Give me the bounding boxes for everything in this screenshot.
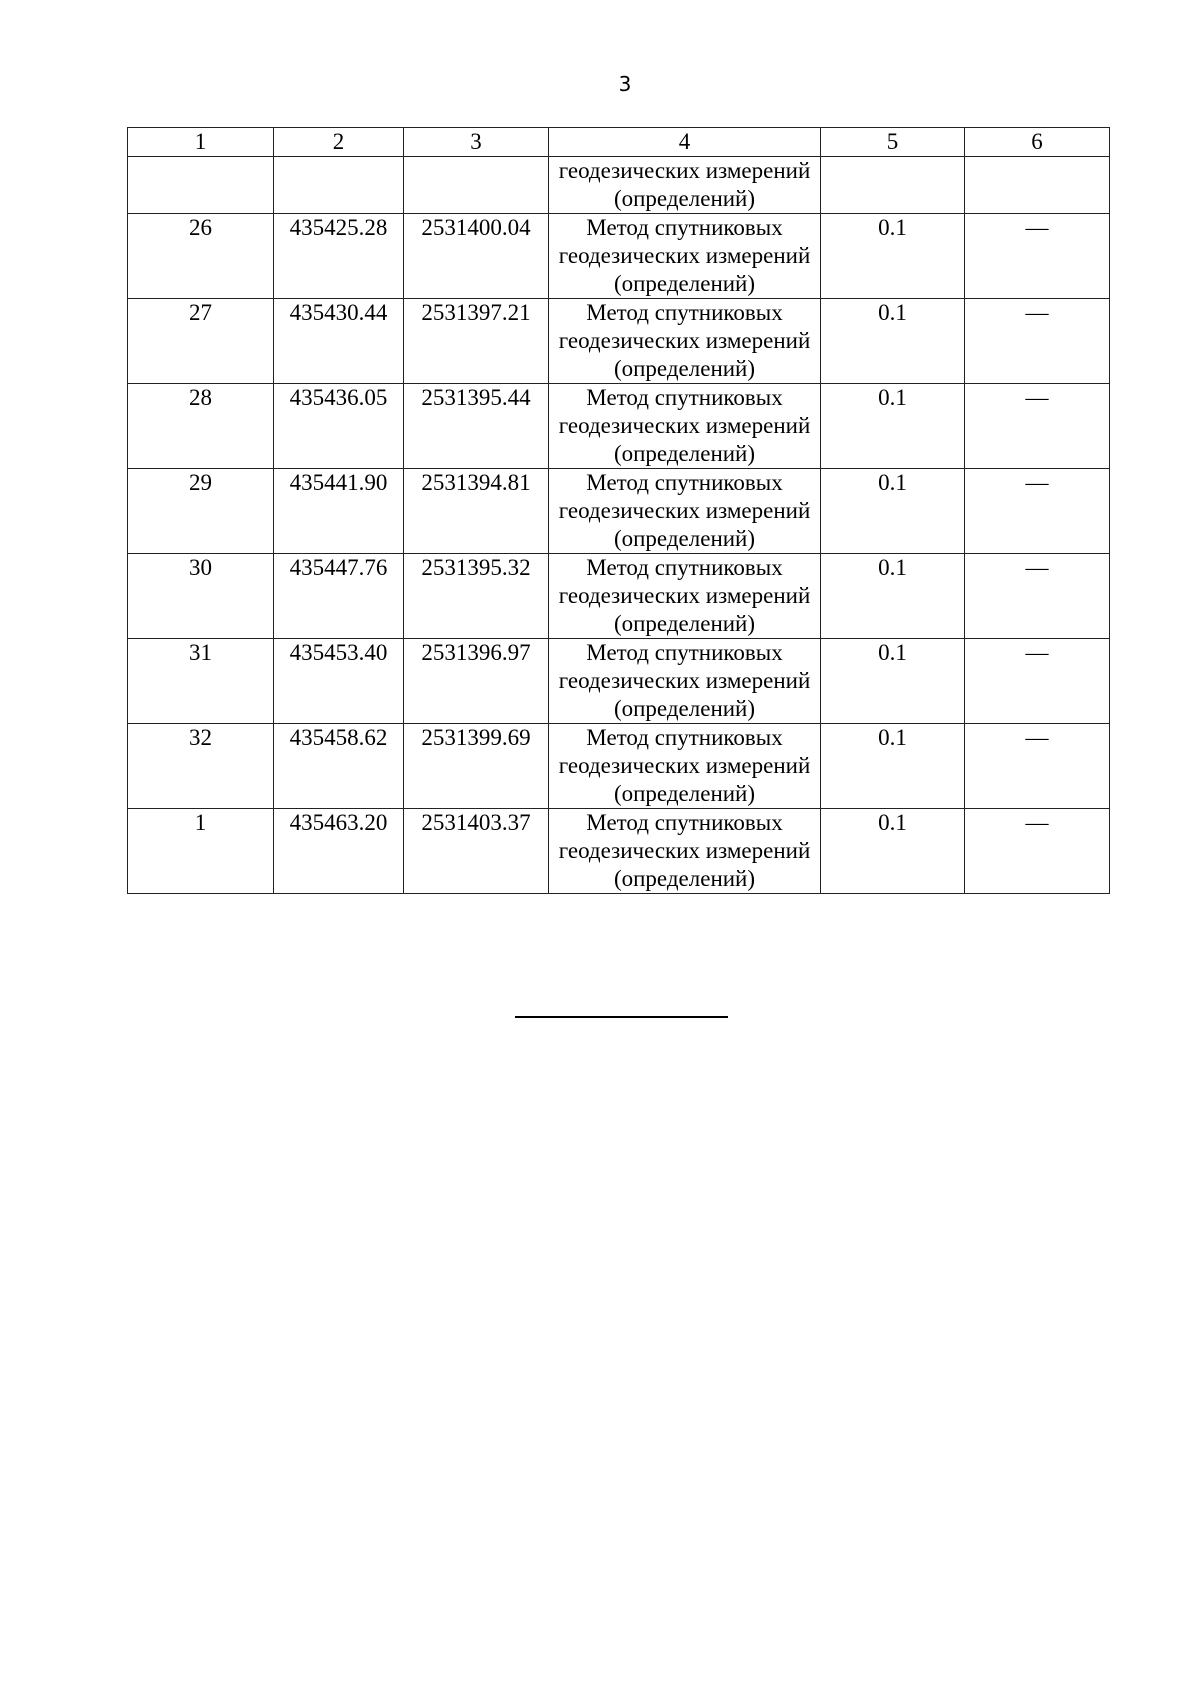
- x-coordinate-cell: 435430.44: [274, 299, 404, 384]
- point-number-cell: 31: [128, 639, 274, 724]
- method-line: геодезических измерений: [558, 583, 811, 608]
- method-cell: [549, 554, 821, 639]
- accuracy-cell: 0.1: [821, 554, 965, 639]
- accuracy-cell: 0.1: [821, 639, 965, 724]
- note-cell: —: [965, 724, 1110, 809]
- note-cell: —: [965, 299, 1110, 384]
- method-cell: [549, 724, 821, 809]
- method-cell: [549, 639, 821, 724]
- method-line: геодезических измерений: [558, 753, 811, 778]
- method-line: (определений): [613, 271, 756, 296]
- table-row: [128, 214, 1110, 299]
- accuracy-cell: 0.1: [821, 469, 965, 554]
- y-coordinate-cell: 2531403.37: [404, 809, 549, 894]
- header-row: [128, 128, 1110, 157]
- method-line: (определений): [613, 781, 756, 806]
- method-line: Метод спутниковых: [586, 555, 783, 580]
- method-line: (определений): [613, 866, 756, 891]
- column-header: 3: [404, 128, 549, 157]
- column-header: 6: [965, 128, 1110, 157]
- y-coordinate-cell: 2531394.81: [404, 469, 549, 554]
- note-cell: —: [965, 384, 1110, 469]
- coordinates-table: [127, 127, 1110, 894]
- y-coordinate-cell: 2531397.21: [404, 299, 549, 384]
- accuracy-cell: 0.1: [821, 299, 965, 384]
- end-separator-line: [515, 1016, 728, 1018]
- empty-cell: [965, 157, 1110, 214]
- method-line: геодезических измерений: [558, 498, 811, 523]
- note-cell: —: [965, 214, 1110, 299]
- point-number-cell: 28: [128, 384, 274, 469]
- x-coordinate-cell: 435436.05: [274, 384, 404, 469]
- method-line: Метод спутниковых: [586, 640, 783, 665]
- x-coordinate-cell: 435441.90: [274, 469, 404, 554]
- method-line: (определений): [613, 611, 756, 636]
- y-coordinate-cell: 2531395.44: [404, 384, 549, 469]
- table-row: [128, 639, 1110, 724]
- point-number-cell: 1: [128, 809, 274, 894]
- method-line: Метод спутниковых: [586, 300, 783, 325]
- method-line: геодезических измерений: [558, 838, 811, 863]
- x-coordinate-cell: 435447.76: [274, 554, 404, 639]
- method-cell: [549, 157, 821, 214]
- column-header: 5: [821, 128, 965, 157]
- note-cell: —: [965, 469, 1110, 554]
- point-number-cell: 27: [128, 299, 274, 384]
- table-body: [128, 128, 1110, 894]
- method-line: геодезических измерений: [558, 668, 811, 693]
- table-row: [128, 384, 1110, 469]
- column-header: 4: [549, 128, 821, 157]
- method-cell: [549, 809, 821, 894]
- method-line: геодезических измерений: [558, 328, 811, 353]
- y-coordinate-cell: 2531395.32: [404, 554, 549, 639]
- point-number-cell: 32: [128, 724, 274, 809]
- method-line: Метод спутниковых: [586, 215, 783, 240]
- method-line: Метод спутниковых: [586, 470, 783, 495]
- method-cell: [549, 384, 821, 469]
- x-coordinate-cell: 435458.62: [274, 724, 404, 809]
- method-cell: [549, 469, 821, 554]
- method-line: (определений): [613, 696, 756, 721]
- table-row: [128, 724, 1110, 809]
- note-cell: —: [965, 639, 1110, 724]
- column-header: 2: [274, 128, 404, 157]
- method-line: Метод спутниковых: [586, 725, 783, 750]
- empty-cell: [404, 157, 549, 214]
- note-cell: —: [965, 809, 1110, 894]
- method-line: (определений): [613, 441, 756, 466]
- empty-cell: [274, 157, 404, 214]
- table-row: [128, 299, 1110, 384]
- method-cell: [549, 214, 821, 299]
- accuracy-cell: 0.1: [821, 724, 965, 809]
- table-row: [128, 469, 1110, 554]
- accuracy-cell: 0.1: [821, 384, 965, 469]
- column-header: 1: [128, 128, 274, 157]
- point-number-cell: 29: [128, 469, 274, 554]
- method-line: (определений): [613, 356, 756, 381]
- method-line: геодезических измерений: [558, 158, 811, 183]
- y-coordinate-cell: 2531400.04: [404, 214, 549, 299]
- method-line: геодезических измерений: [558, 413, 811, 438]
- method-line: Метод спутниковых: [586, 385, 783, 410]
- point-number-cell: 26: [128, 214, 274, 299]
- continuation-row: [128, 157, 1110, 214]
- empty-cell: [821, 157, 965, 214]
- y-coordinate-cell: 2531399.69: [404, 724, 549, 809]
- y-coordinate-cell: 2531396.97: [404, 639, 549, 724]
- method-line: (определений): [613, 526, 756, 551]
- method-line: (определений): [613, 186, 756, 211]
- empty-cell: [128, 157, 274, 214]
- accuracy-cell: 0.1: [821, 809, 965, 894]
- x-coordinate-cell: 435425.28: [274, 214, 404, 299]
- x-coordinate-cell: 435453.40: [274, 639, 404, 724]
- point-number-cell: 30: [128, 554, 274, 639]
- x-coordinate-cell: 435463.20: [274, 809, 404, 894]
- table-row: [128, 809, 1110, 894]
- table-row: [128, 554, 1110, 639]
- method-line: геодезических измерений: [558, 243, 811, 268]
- method-cell: [549, 299, 821, 384]
- page-number: 3: [618, 72, 632, 96]
- accuracy-cell: 0.1: [821, 214, 965, 299]
- method-line: Метод спутниковых: [586, 810, 783, 835]
- note-cell: —: [965, 554, 1110, 639]
